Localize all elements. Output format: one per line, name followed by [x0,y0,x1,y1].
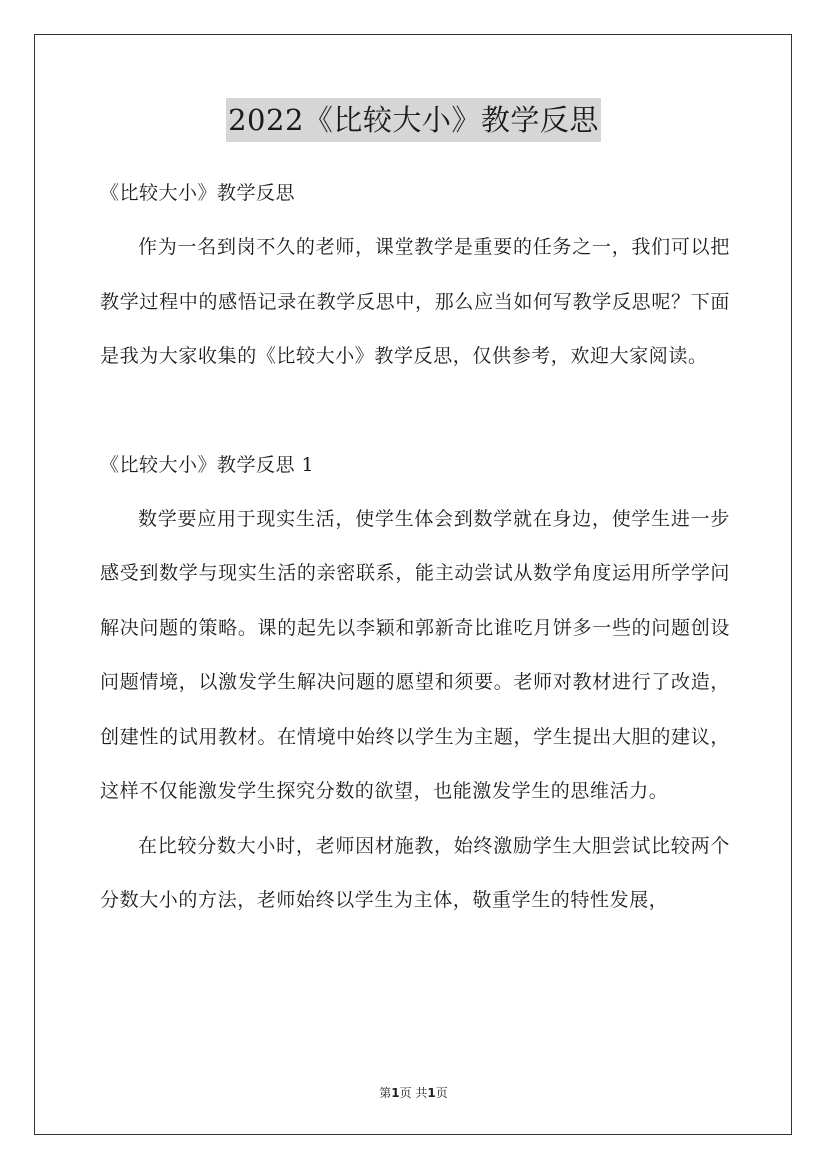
section1-paragraph-2: 在比较分数大小时，老师因材施教，始终激励学生大胆尝试比较两个分数大小的方法，老师始终以学生为主体，敬重学生的特性发展， [100,834,730,911]
footer-page-suffix: 页 [435,1086,448,1100]
section1-heading: 《比较大小》教学反思 1 [100,453,315,476]
intro-heading: 《比较大小》教学反思 [100,182,296,204]
section-spacer [100,384,730,438]
document-body [100,166,730,928]
footer-page-mid: 页 共 [399,1086,428,1100]
page-footer [0,1084,827,1101]
footer-total-pages: 1 [427,1086,436,1100]
intro-paragraph: 作为一名到岗不久的老师，课堂教学是重要的任务之一，我们可以把教学过程中的感悟记录在教学反思中，那么应当如何写教学反思呢？下面是我为大家收集的《比较大小》教学反思，仅供参考，欢迎大家阅读。 [100,236,730,367]
document-title: 2022《比较大小》教学反思 [226,98,601,142]
footer-page-prefix: 第 [379,1086,392,1100]
section1-paragraph-1: 数学要应用于现实生活，使学生体会到数学就在身边，使学生进一步感受到数学与现实生活的亲密联系，能主动尝试从数学角度运用所学学问解决问题的策略。课的起先以李颖和郭新奇比谁吃月饼多一些的问题创设问题情境，以激发学生解决问题的愿望和须要。老师对教材进行了改造，创建性的试用教材。在情境中始终以学生为主题，学生提出大胆的建议，这样不仅能激发学生探究分数的欲望，也能激发学生的思维活力。 [100,507,730,802]
title-container [0,98,827,142]
footer-page-number: 1 [391,1086,400,1100]
